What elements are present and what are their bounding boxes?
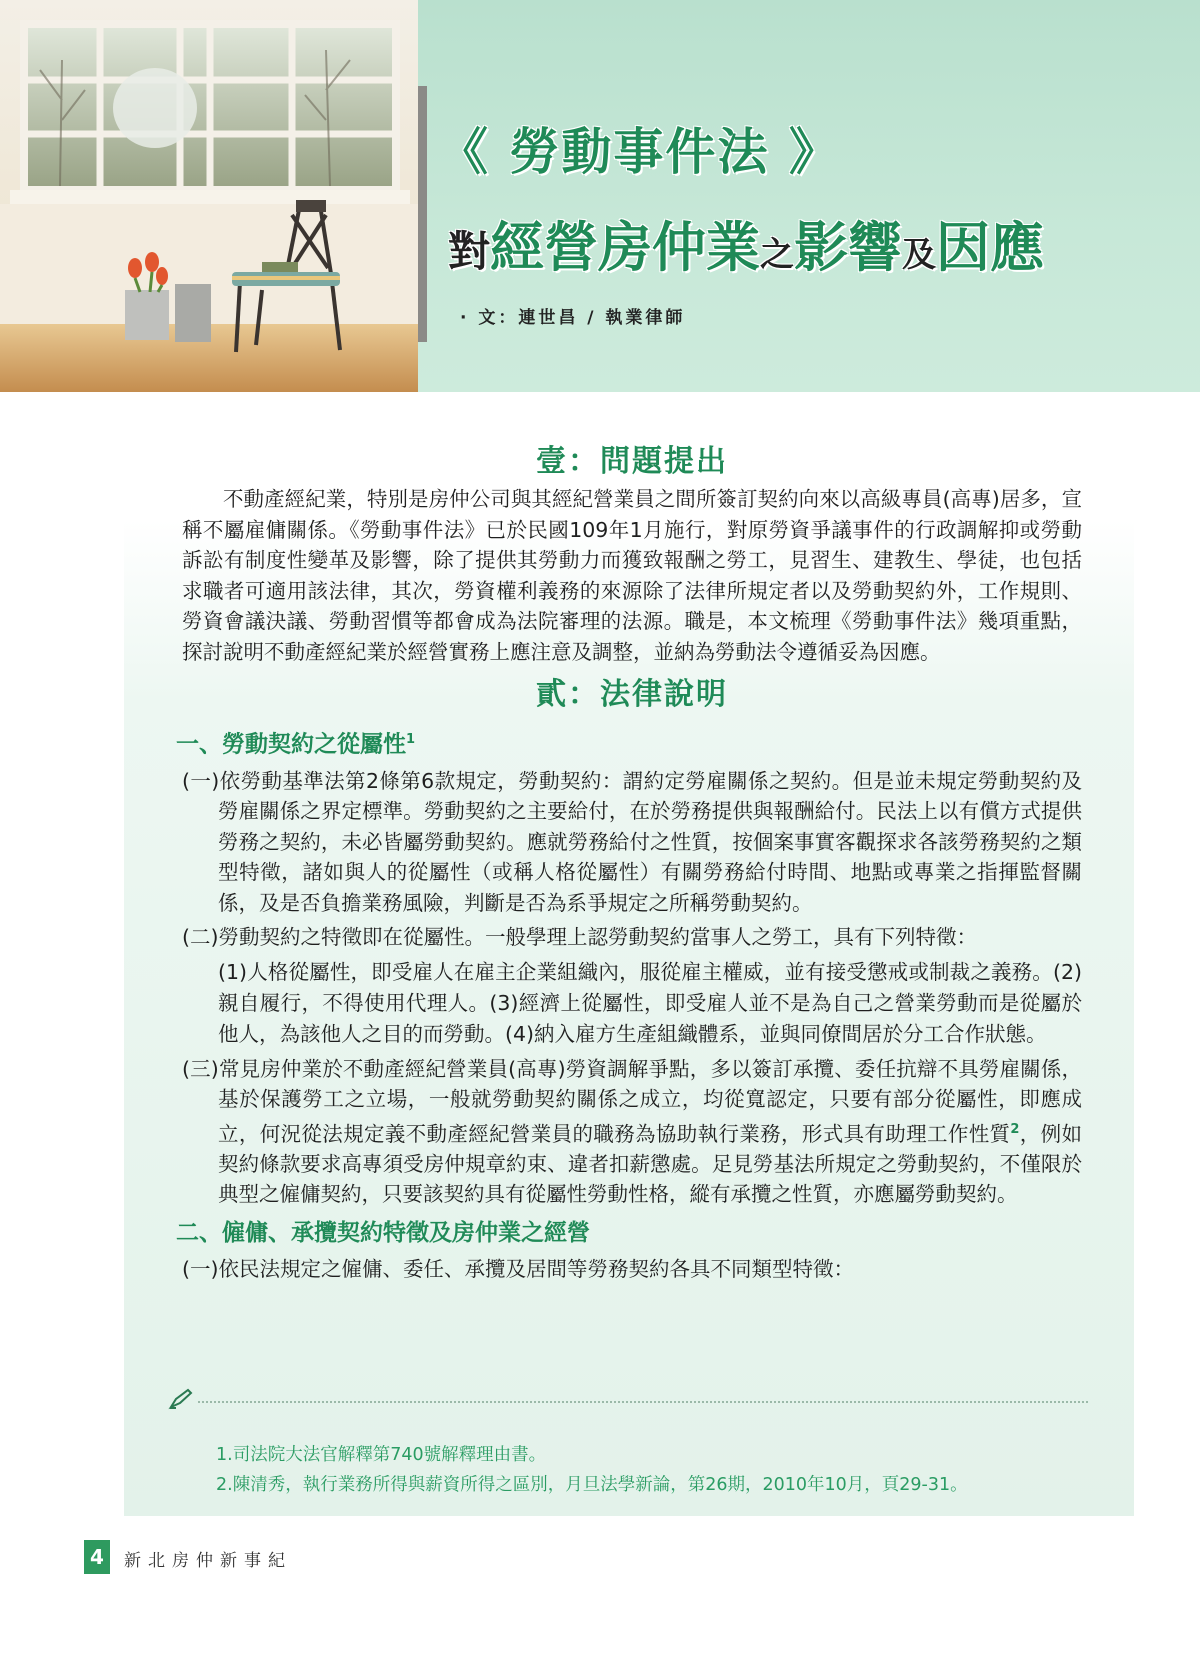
subtitle-part: 因應 [936, 216, 1045, 279]
hero-photo [0, 0, 418, 392]
subsection-heading-text: 一、勞動契約之從屬性 [176, 731, 406, 758]
footnote-separator [168, 1388, 1088, 1408]
footnote: 1.司法院大法官解釋第740號解釋理由書。 [216, 1445, 547, 1465]
footnotes [216, 1440, 1096, 1500]
dotted-rule [198, 1401, 1088, 1403]
accent-bar [418, 86, 427, 342]
pen-icon [168, 1388, 194, 1410]
section-heading: 貳：法律說明 [536, 677, 728, 712]
magazine-name: 新北房仲新事紀 [124, 1551, 292, 1571]
section-heading: 壹：問題提出 [536, 444, 728, 479]
subtitle-part: 對 [448, 227, 491, 276]
article-subtitle [448, 205, 1044, 282]
article-body [176, 440, 1083, 1284]
intro-paragraph: 不動產經紀業，特別是房仲公司與其經紀營業員之間所簽訂契約向來以高級專員(高專)居多，宣稱不屬雇傭關係。《勞動事件法》已於民國109年1月施行，對原勞資爭議事件的行政調解抑或勞動訴訟有制度性變革及影響，除了提供其勞動力而獲致報酬之勞工，見習生、建教生、學徒，也包括求職者可適用該法律，其次，勞資權利義務的來源除了法律所規定者以及勞動契約外，工作規則、勞資會議決議、勞動習慣等都會成為法院審理的法源。職是，本文梳理《勞動事件法》幾項重點，探討說明不動產經紀業於經營實務上應注意及調整，並納為勞動法令遵循妥為因應。 [182, 487, 1082, 664]
list-item-text: ，例如契約條款要求高專須受房仲規章約束、違者扣薪懲處。足見勞基法所規定之勞動契約，不僅限於典型之僱傭契約，只要該契約具有從屬性勞動性格，縱有承攬之性質，亦應屬勞動契約。 [218, 1121, 1083, 1207]
list-item: (一)依勞動基準法第2條第6款規定，勞動契約：謂約定勞雇關係之契約。但是並未規定勞動契約及勞雇關係之界定標準。勞動契約之主要給付，在於勞務提供與報酬給付。民法上以有償方式提供勞務之契約，未必皆屬勞動契約。應就勞務給付之性質，按個案事實客觀探求各該勞務契約之類型特徵，諸如與人的從屬性（或稱人格從屬性）有關勞務給付時間、地點或專業之指揮監督關係，及是否負擔業務風險，判斷是否為系爭規定之所稱勞動契約。 [182, 768, 1082, 915]
footnote-ref: 2 [1010, 1121, 1020, 1137]
list-item-text: (三)常見房仲業於不動產經紀營業員(高專)勞資調解爭點，多以簽訂承攬、委任抗辯不具勞雇關係，基於保護勞工之立場，一般就勞動契約關係之成立，均從寬認定，只要有部分從屬性，即應成立，何況從法規定義不動產經紀營業員的職務為協助執行業務，形式具有助理工作性質 [182, 1056, 1082, 1146]
subtitle-part: 之 [760, 235, 795, 275]
window-chair-illustration [0, 0, 418, 392]
list-item [182, 1054, 1082, 1210]
subsection-heading [176, 723, 1082, 762]
subtitle-part: 及 [902, 235, 937, 275]
footnote-ref: 1 [406, 732, 416, 747]
page-number: 4 [84, 1540, 110, 1574]
list-item-detail: (1)人格從屬性，即受雇人在雇主企業組織內，服從雇主權威，並有接受懲戒或制裁之義務。(2)親自履行，不得使用代理人。(3)經濟上從屬性，即受雇人並不是為自己之營業勞動而是從屬於他人，為該他人之目的而勞動。(4)納入雇方生產組織體系，並與同僚間居於分工合作狀態。 [218, 959, 1082, 1046]
byline: · 文：連世昌 / 執業律師 [460, 308, 686, 328]
subtitle-part: 經營房仲業 [490, 216, 761, 279]
list-item: (二)勞動契約之特徵即在從屬性。一般學理上認勞動契約當事人之勞工，具有下列特徵： [182, 925, 977, 950]
subtitle-part: 影響 [794, 216, 903, 279]
title-panel [418, 0, 1200, 392]
article-title: 《 勞動事件法 》 [438, 123, 841, 181]
list-item: (一)依民法規定之僱傭、委任、承攬及居間等勞務契約各具不同類型特徵： [182, 1256, 854, 1281]
footnote: 2.陳清秀，執行業務所得與薪資所得之區別，月旦法學新論，第26期，2010年10月，頁29-31。 [216, 1475, 968, 1495]
subsection-heading: 二、僱傭、承攬契約特徵及房仲業之經營 [176, 1219, 590, 1246]
